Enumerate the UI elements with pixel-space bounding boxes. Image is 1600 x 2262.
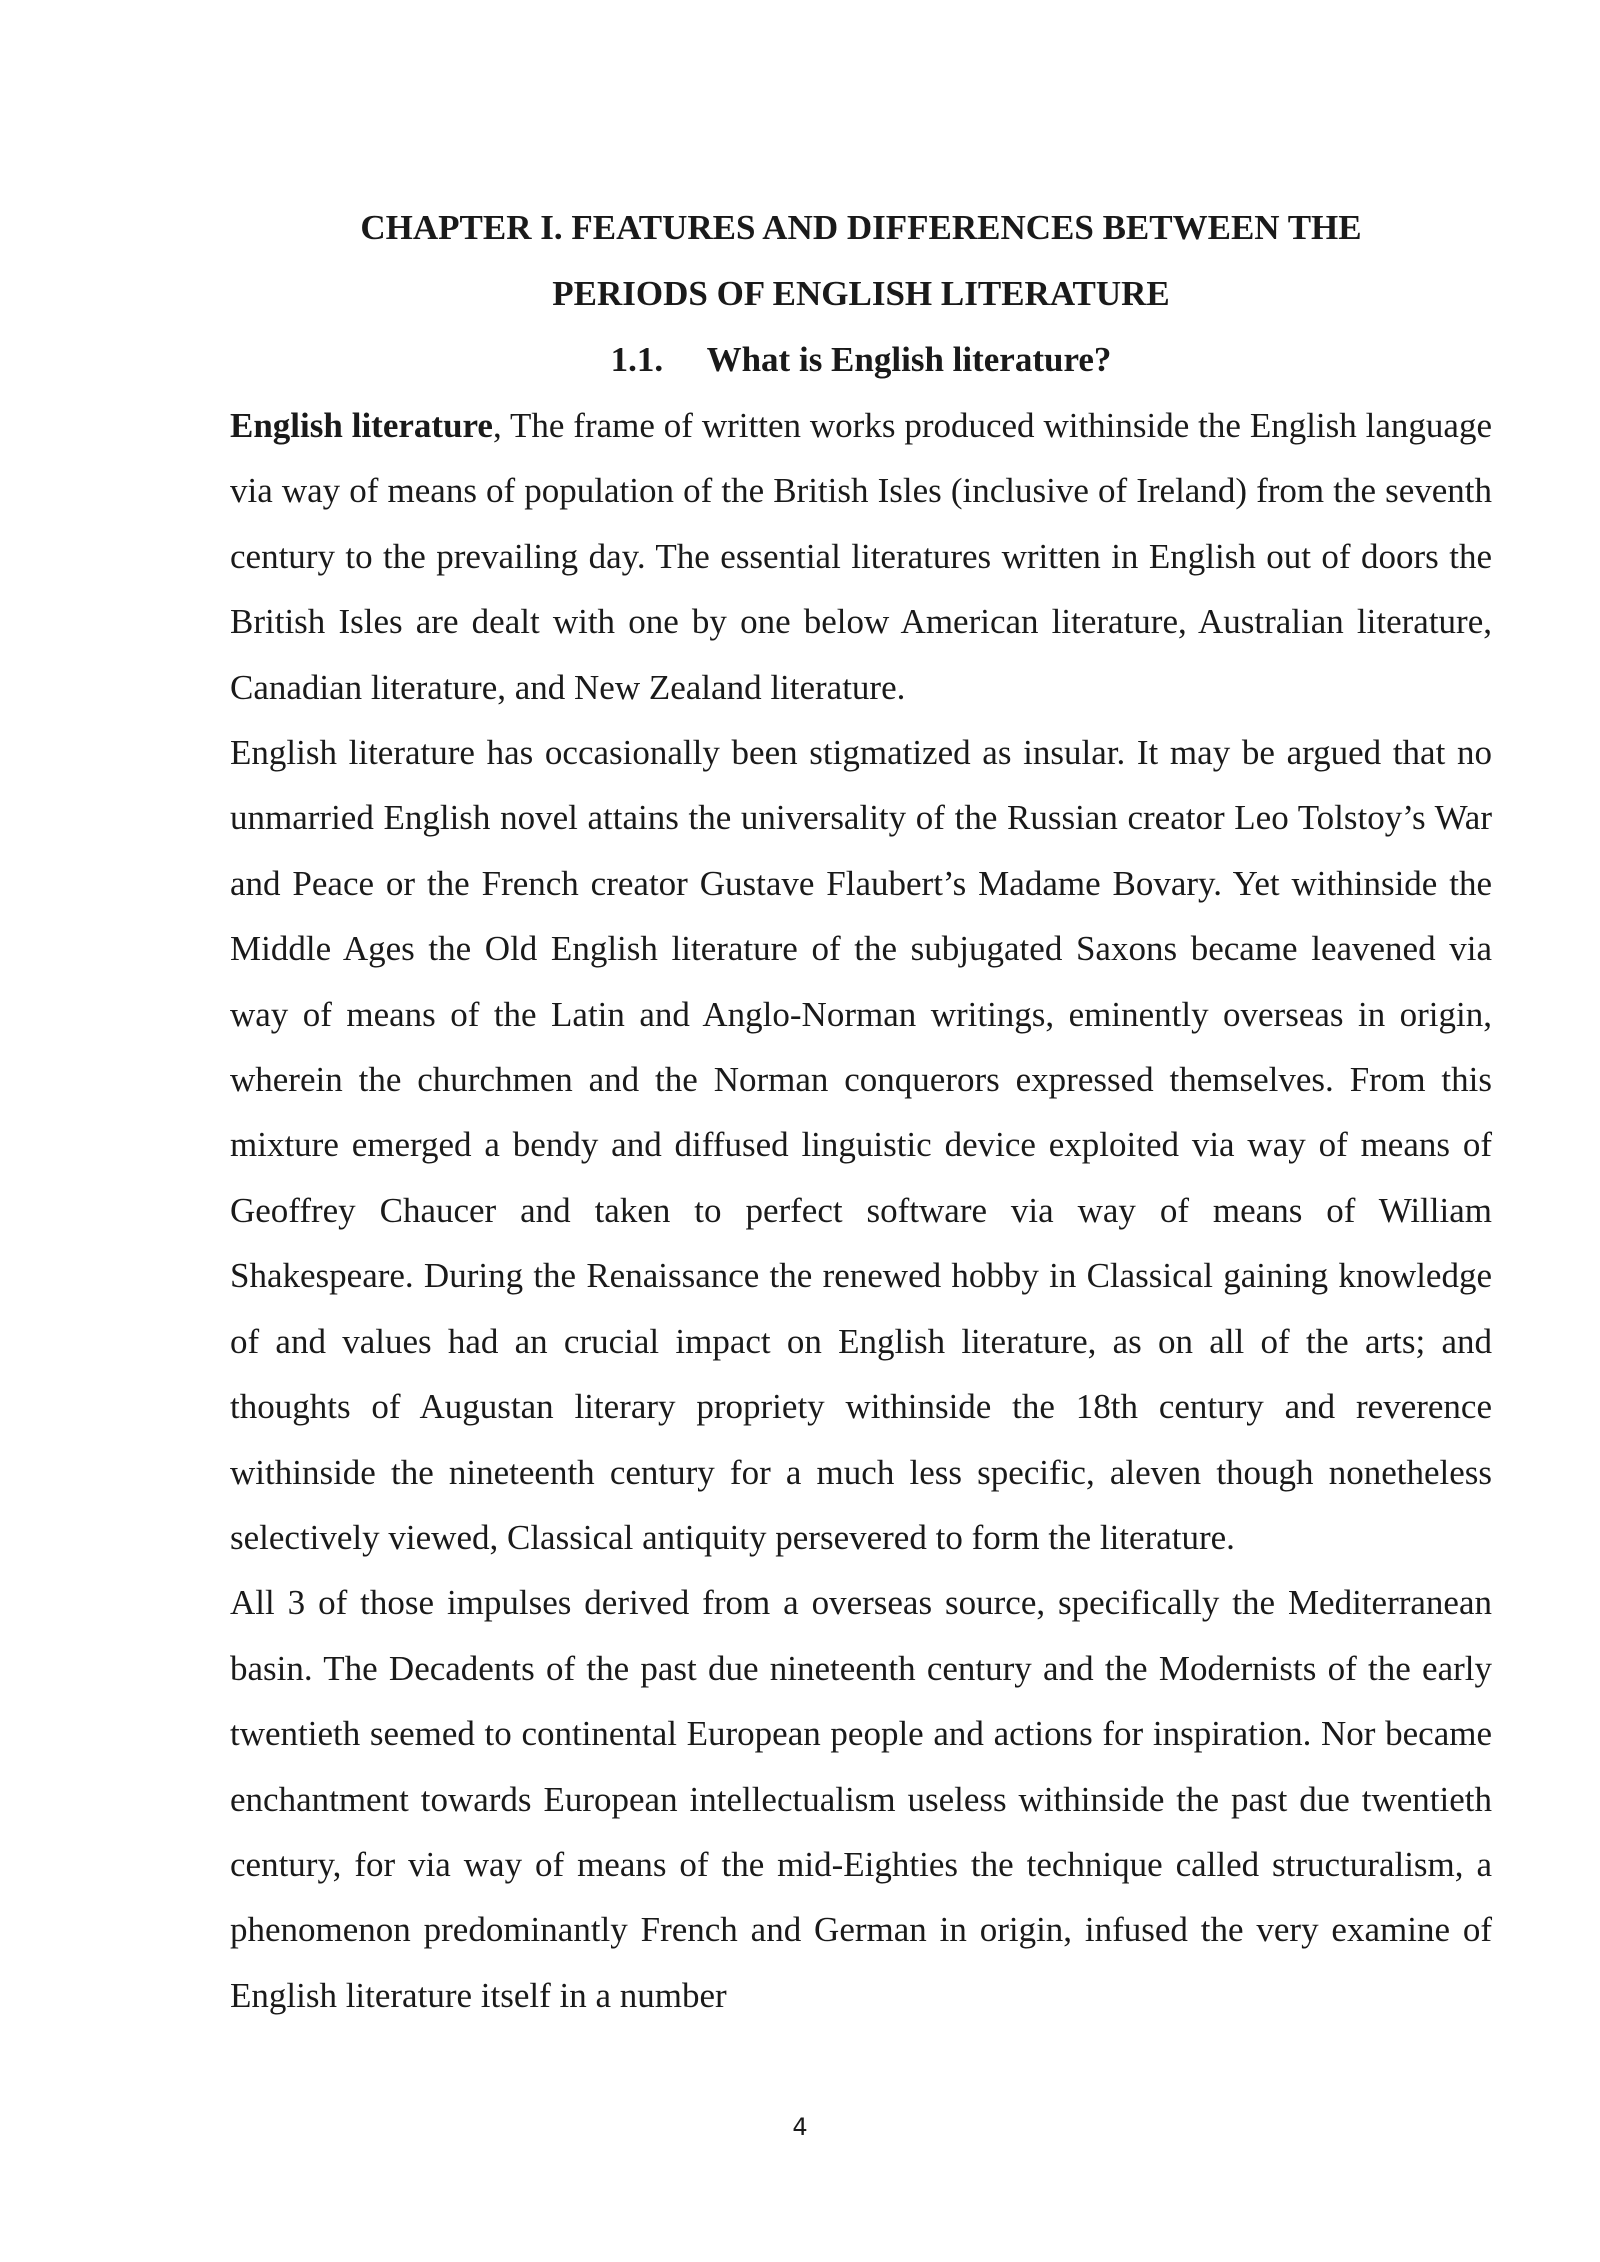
page-number: 4 [792,2113,808,2141]
paragraph-1-text: , The frame of written works produced withinside the English language via way of means of population of the British Isles (inclusive of Ireland) from the seventh century to the prevailing day. The essential literatures written in English out of doors the British Isles are dealt with one by one below American literature, Australian literature, Canadian literature, and New Zealand literature. [230,406,1493,707]
section-number: 1.1. [610,340,664,379]
paragraph-1-lead-term: English literature [230,406,493,445]
document-page [230,195,1492,2028]
section-title: What is English literature? [706,340,1112,379]
chapter-title-line-1: CHAPTER I. FEATURES AND DIFFERENCES BETWEEN THE [360,208,1362,247]
chapter-title-line-2: PERIODS OF ENGLISH LITERATURE [552,274,1170,313]
paragraph-1 [230,393,1492,720]
section-heading [230,327,1492,393]
paragraph-2: English literature has occasionally been stigmatized as insular. It may be argued that no unmarried English novel attains the universality of the Russian creator Leo Tolstoy’s War and Peace or the French creator Gustave Flaubert’s Madame Bovary. Yet withinside the Middle Ages the Old English literature of the subjugated Saxons became leavened via way of means of the Latin and Anglo-Norman writings, eminently overseas in origin, wherein the churchmen and the Norman conquerors expressed themselves. From this mixture emerged a bendy and diffused linguistic device exploited via way of means of Geoffrey Chaucer and taken to perfect software via way of means of William Shakespeare. During the Renaissance the renewed hobby in Classical gaining knowledge of and values had an crucial impact on English literature, as on all of the arts; and thoughts of Augustan literary propriety withinside the 18th century and reverence withinside the nineteenth century for a much less specific, aleven though nonetheless selectively viewed, Classical antiquity persevered to form the literature. [230,733,1492,1557]
paragraph-3: All 3 of those impulses derived from a overseas source, specifically the Mediterranean basin. The Decadents of the past due nineteenth century and the Modernists of the early twentieth seemed to continental European people and actions for inspiration. Nor became enchantment towards European intellectualism useless withinside the past due twentieth century, for via way of means of the mid-Eighties the technique called structuralism, a phenomenon predominantly French and German in origin, infused the very examine of English literature itself in a number [230,1583,1492,2015]
